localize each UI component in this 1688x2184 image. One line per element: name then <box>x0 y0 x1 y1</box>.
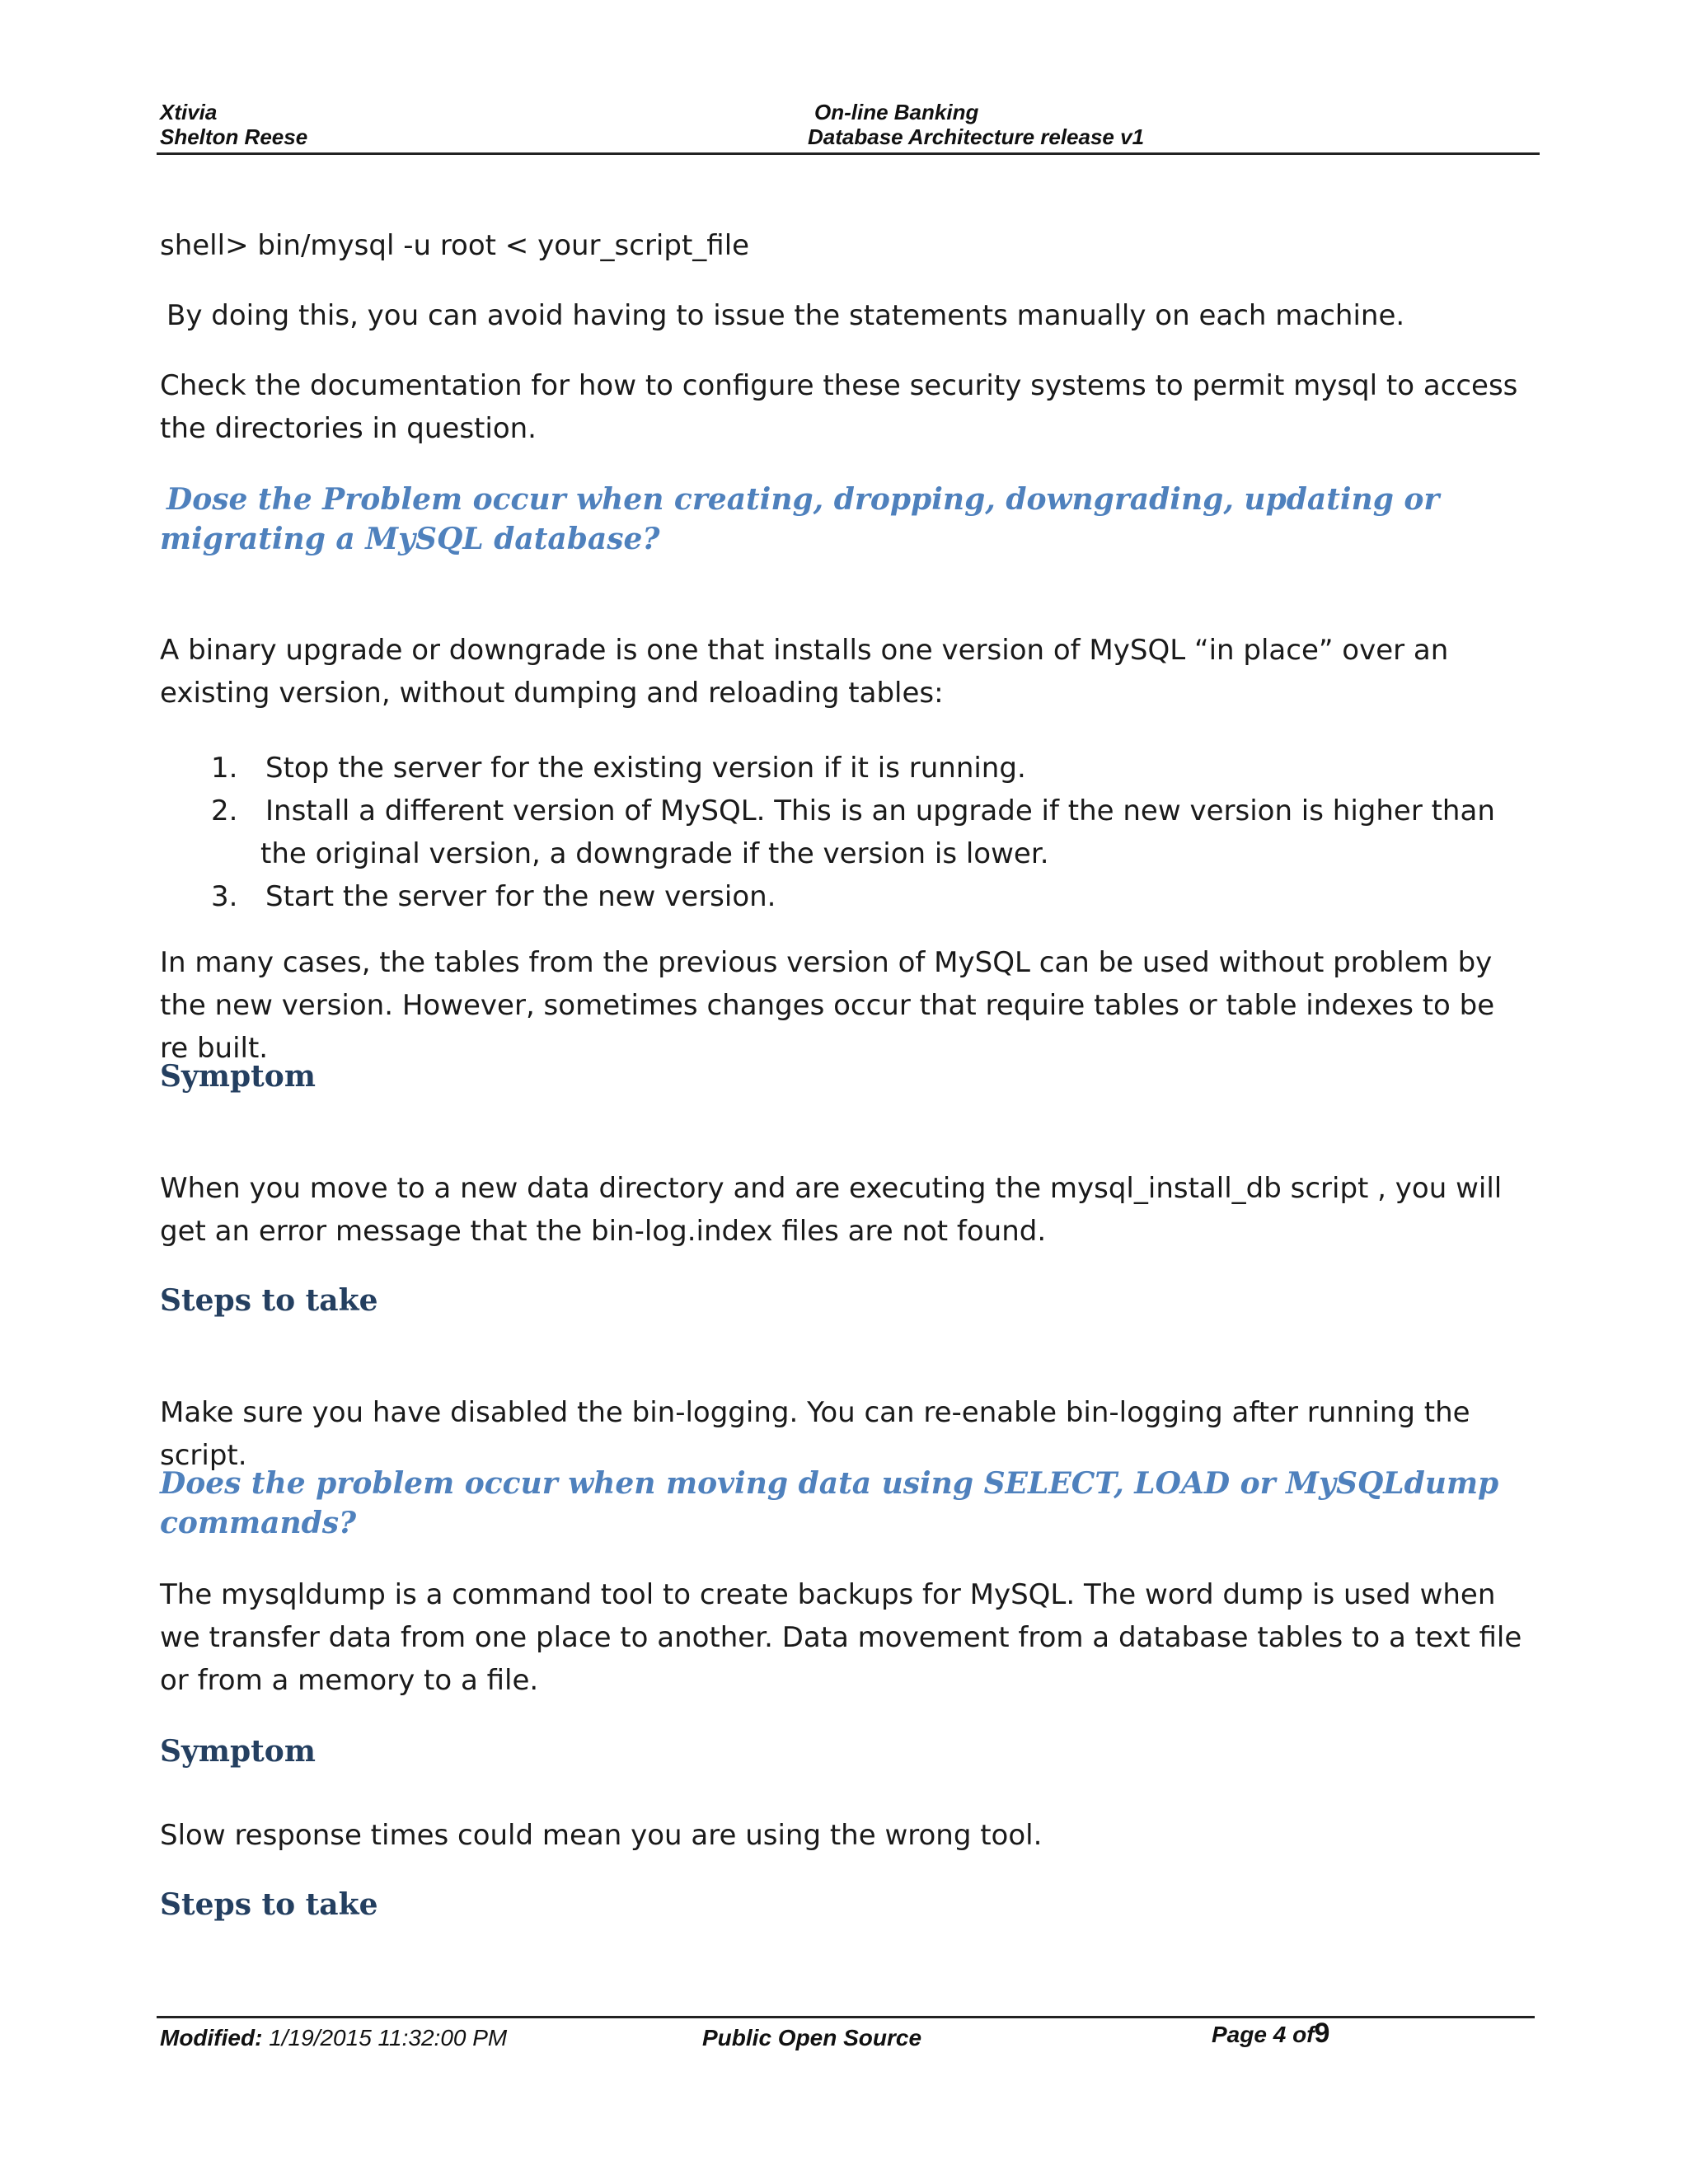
footer-classification <box>702 2024 921 2052</box>
list-number: 3. <box>211 880 238 913</box>
header-project: On-line Banking <box>814 100 979 124</box>
footer-page-total: 9 <box>1314 2018 1330 2049</box>
footer-classification-text: Public Open Source <box>702 2025 922 2050</box>
code-line: shell> bin/mysql -u root < your_script_file <box>160 229 750 262</box>
paragraph: A binary upgrade or downgrade is one that installs one version of MySQL “in place” over an existing version, without dumping and reloading tables: <box>160 634 1449 710</box>
footer-page-label: Page <box>1212 2022 1267 2047</box>
paragraph: Slow response times could mean you are using the wrong tool. <box>160 1819 1043 1852</box>
list-number: 1. <box>211 752 238 785</box>
list-item <box>160 875 1528 918</box>
paragraph: Check the documentation for how to configure these security systems to permit mysql to access the directories in question. <box>160 369 1518 445</box>
section-heading: Does the problem occur when moving data using SELECT, LOAD or MySQLdump commands? <box>160 1466 1499 1540</box>
subheading: Symptom <box>160 1059 316 1094</box>
list-number: 2. <box>211 794 238 827</box>
section-heading: Dose the Problem occur when creating, dropping, downgrading, updating or migrating a MySQL database? <box>160 482 1440 556</box>
subheading: Symptom <box>160 1734 316 1769</box>
footer-page-of: of <box>1292 2022 1315 2047</box>
paragraph: Make sure you have disabled the bin-logging. You can re-enable bin-logging after running the script. <box>160 1396 1470 1472</box>
footer-page-current: 4 <box>1273 2022 1287 2047</box>
list-text: Install a different version of MySQL. This is an upgrade if the new version is higher than the original version, a downgrade if the version is lower. <box>260 794 1495 870</box>
paragraph: When you move to a new data directory and are executing the mysql_install_db script , you will get an error message that the bin-log.index files are not found. <box>160 1172 1503 1248</box>
paragraph: The mysqldump is a command tool to create backups for MySQL. The word dump is used when we transfer data from one place to another. Data movement from a database tables to a text file or from a memory to a file. <box>160 1578 1522 1697</box>
header-company: Xtivia <box>160 100 218 124</box>
paragraph: In many cases, the tables from the previous version of MySQL can be used without problem by the new version. However, sometimes changes occur that require tables or table indexes to be re built. <box>160 946 1495 1065</box>
list-item <box>160 790 1528 875</box>
steps-list <box>160 747 1528 918</box>
header-document: Database Architecture release v1 <box>808 124 1145 149</box>
footer-modified <box>160 2024 507 2052</box>
list-text: Stop the server for the existing version if it is running. <box>265 752 1026 785</box>
header-rule <box>157 152 1540 155</box>
header-author: Shelton Reese <box>160 124 308 149</box>
footer-modified-label: Modified: <box>160 2025 263 2050</box>
subheading: Steps to take <box>160 1887 378 1922</box>
list-text: Start the server for the new version. <box>265 880 776 913</box>
footer-modified-value: 1/19/2015 11:32:00 PM <box>269 2025 508 2050</box>
list-item <box>160 747 1528 790</box>
subheading: Steps to take <box>160 1283 378 1318</box>
footer-page-number <box>1212 2019 1329 2049</box>
paragraph: By doing this, you can avoid having to issue the statements manually on each machine. <box>166 299 1405 332</box>
